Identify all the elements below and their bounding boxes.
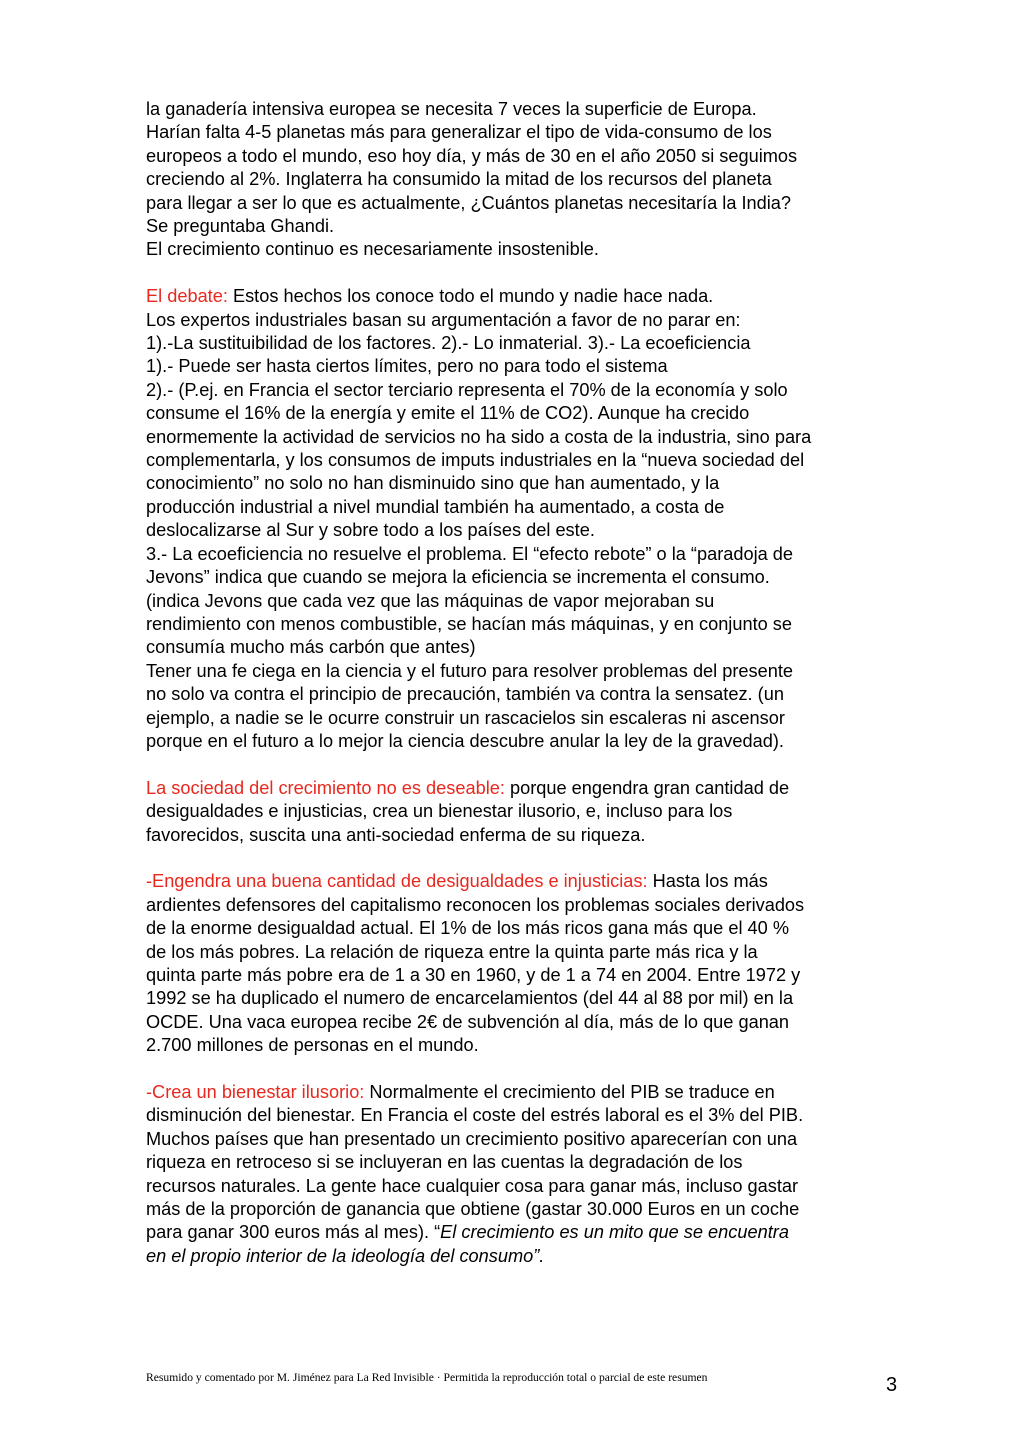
text-line: disminución del bienestar. En Francia el coste del estrés laboral es el 3% del PIB. — [146, 1105, 804, 1126]
text-line: Jevons” indica que cuando se mejora la eficiencia se incrementa el consumo. — [146, 567, 770, 588]
text-line: quinta parte más pobre era de 1 a 30 en 1960, y de 1 a 74 en 2004. Entre 1972 y — [146, 964, 801, 985]
text-line: 2.700 millones de personas en el mundo. — [146, 1035, 479, 1056]
paragraph-gap — [146, 847, 916, 870]
text-line: europeos a todo el mundo, eso hoy día, y más de 30 en el año 2050 si seguimos — [146, 145, 798, 166]
text-line: rendimiento con menos combustible, se hacían más máquinas, y en conjunto se — [146, 613, 793, 634]
text-line: creciendo al 2%. Inglaterra ha consumido la mitad de los recursos del planeta — [146, 169, 772, 190]
text-line: 2).- (P.ej. en Francia el sector terciario representa el 70% de la economía y solo — [146, 379, 788, 400]
quote-text: El crecimiento es un mito que se encuentra — [440, 1222, 789, 1243]
body-text — [146, 98, 916, 1268]
paragraph-desigualdades — [146, 870, 916, 1057]
text-line: consumía mucho más carbón que antes) — [146, 637, 476, 658]
text-line: Los expertos industriales basan su argumentación a favor de no parar en: — [146, 309, 741, 330]
text-line: OCDE. Una vaca europea recibe 2€ de subvención al día, más de lo que ganan — [146, 1011, 790, 1032]
text-line: Se preguntaba Ghandi. — [146, 216, 335, 237]
paragraph-bienestar — [146, 1081, 916, 1268]
text-line: desigualdades e injusticias, crea un bienestar ilusorio, e, incluso para los — [146, 801, 733, 822]
text-line: recursos naturales. La gente hace cualquier cosa para ganar más, incluso gastar — [146, 1175, 799, 1196]
paragraph-debate — [146, 285, 916, 753]
text-line: Harían falta 4-5 planetas más para generalizar el tipo de vida-consumo de los — [146, 122, 772, 143]
heading-continuation: Hasta los más — [647, 871, 768, 892]
text-line: de los más pobres. La relación de riqueza entre la quinta parte más rica y la — [146, 941, 758, 962]
text-line: 1).-La sustituibilidad de los factores. 2).- Lo inmaterial. 3).- La ecoeficiencia — [146, 333, 751, 354]
text-line: 1).- Puede ser hasta ciertos límites, pero no para todo el sistema — [146, 356, 668, 377]
text-line: enormemente la actividad de servicios no ha sido a costa de la industria, sino para — [146, 426, 812, 447]
page-number: 3 — [886, 1374, 898, 1396]
text-line: para llegar a ser lo que es actualmente, ¿Cuántos planetas necesitaría la India? — [146, 192, 792, 213]
heading-continuation: Normalmente el crecimiento del PIB se traduce en — [364, 1082, 775, 1102]
paragraph-gap — [146, 1058, 916, 1081]
paragraph-intro — [146, 98, 916, 262]
text-line: deslocalizarse al Sur y sobre todo a los países del este. — [146, 520, 595, 541]
paragraph-deseable — [146, 777, 916, 847]
text-line: (indica Jevons que cada vez que las máquinas de vapor mejoraban su — [146, 590, 715, 611]
paragraph-gap — [146, 753, 916, 776]
text-line: consume el 16% de la energía y emite el 11% de CO2). Aunque ha crecido — [146, 403, 750, 424]
section-heading-deseable: La sociedad del crecimiento no es deseable: — [146, 777, 505, 798]
section-heading-bienestar: -Crea un bienestar ilusorio: — [146, 1082, 365, 1102]
text-line: 3.- La ecoeficiencia no resuelve el problema. El “efecto rebote” o la “paradoja de — [146, 543, 794, 564]
footer-note: Resumido y comentado por M. Jiménez para La Red Invisible · Permitida la reproducción total o parcial de este resumen — [146, 1371, 708, 1384]
heading-continuation: Estos hechos los conoce todo el mundo y nadie hace nada. — [227, 286, 714, 307]
text-line: no solo va contra el principio de precaución, también va contra la sensatez. (un — [146, 684, 784, 705]
text-line: producción industrial a nivel mundial también ha aumentado, a costa de — [146, 496, 725, 517]
text-line: 1992 se ha duplicado el numero de encarcelamientos (del 44 al 88 por mil) en la — [146, 988, 794, 1009]
text-line: complementarla, y los consumos de imputs industriales en la “nueva sociedad del — [146, 450, 805, 471]
text-line — [146, 870, 916, 893]
text-line — [146, 285, 916, 308]
quote-lead: para ganar 300 euros más al mes). “ — [146, 1222, 441, 1243]
text-line — [146, 1221, 916, 1244]
text-line: la ganadería intensiva europea se necesita 7 veces la superficie de Europa. — [146, 99, 757, 119]
section-heading-desigualdades: -Engendra una buena cantidad de desigualdades e injusticias: — [146, 871, 648, 892]
text-line: ejemplo, a nadie se le ocurre construir un rascacielos sin escaleras ni ascensor — [146, 707, 785, 728]
text-line: ardientes defensores del capitalismo reconocen los problemas sociales derivados — [146, 894, 805, 915]
text-line: favorecidos, suscita una anti-sociedad enferma de su riqueza. — [146, 824, 646, 845]
quote-text: en el propio interior de la ideología del consumo”. — [146, 1245, 545, 1266]
section-heading-debate: El debate: — [146, 286, 228, 307]
text-line: porque en el futuro a lo mejor la ciencia descubre anular la ley de la gravedad). — [146, 730, 784, 751]
text-line: conocimiento” no solo no han disminuido sino que han aumentado, y la — [146, 473, 720, 494]
text-line — [146, 777, 916, 800]
text-line: más de la proporción de ganancia que obtiene (gastar 30.000 Euros en un coche — [146, 1199, 800, 1220]
text-line: Muchos países que han presentado un crecimiento positivo aparecerían con una — [146, 1128, 798, 1149]
text-line: Tener una fe ciega en la ciencia y el futuro para resolver problemas del presente — [146, 660, 794, 681]
heading-continuation: porque engendra gran cantidad de — [504, 777, 790, 798]
text-line — [146, 1081, 916, 1104]
text-line: de la enorme desigualdad actual. El 1% de los más ricos gana más que el 40 % — [146, 918, 790, 939]
text-line: riqueza en retroceso si se incluyeran en las cuentas la degradación de los — [146, 1152, 743, 1173]
text-line: El crecimiento continuo es necesariamente insostenible. — [146, 239, 599, 260]
paragraph-gap — [146, 262, 916, 285]
